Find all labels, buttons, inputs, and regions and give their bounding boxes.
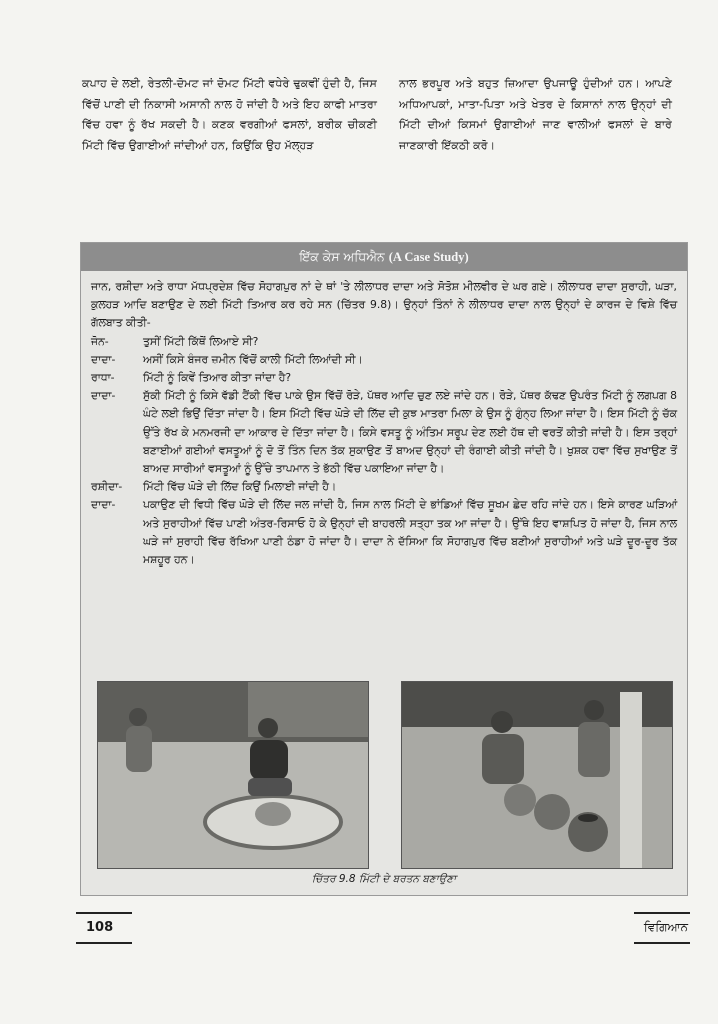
- dialogue-text: ਪਕਾਉਣ ਦੀ ਵਿਧੀ ਵਿੱਚ ਘੋੜੇ ਦੀ ਲਿੱਦ ਜਲ ਜਾਂਦੀ ਹੈ, ਜਿਸ ਨਾਲ ਮਿੱਟੀ ਦੇ ਭਾਂਡਿਆਂ ਵਿੱਚ ਸੂਖਮ ਛੇਦ ਰਹਿ ਜਾਂਦੇ ਹਨ। ਇਸੇ ਕਾਰਣ ਘੜਿਆਂ ਅਤੇ ਸੁਰਾਹੀਆਂ ਵਿੱਚ ਪਾਣੀ ਅੰਤਰ-ਰਿਸਾਓ ਹੋ ਕੇ ਉਨ੍ਹਾਂ ਦੀ ਬਾਹਰਲੀ ਸਤ੍ਹਾ ਤਕ ਆ ਜਾਂਦਾ ਹੈ। ਉੱਥੇ ਇਹ ਵਾਸ਼ਪਿਤ ਹੋ ਜਾਂਦਾ ਹੈ, ਜਿਸ ਨਾਲ ਘੜੇ ਜਾਂ ਸੁਰਾਹੀ ਵਿੱਚ ਰੱਖਿਆ ਪਾਣੀ ਠੰਡਾ ਹੋ ਜਾਂਦਾ ਹੈ। ਦਾਦਾ ਨੇ ਦੱਸਿਆ ਕਿ ਸੋਹਾਗਪੁਰ ਵਿੱਚ ਬਣੀਆਂ ਸੁਰਾਹੀਆਂ ਅਤੇ ਘੜੇ ਦੂਰ-ਦੂਰ ਤੱਕ ਮਸ਼ਹੂਰ ਹਨ।: [143, 498, 677, 567]
- subject-label: ਵਿਗਿਆਨ: [643, 920, 688, 934]
- dialogue-speaker: ਦਾਦਾ-: [91, 389, 116, 403]
- figure-photos: [97, 681, 673, 869]
- dialogue-line: [91, 478, 677, 496]
- dialogue-line: [91, 496, 677, 569]
- figure-caption: ਚਿੱਤਰ 9.8 ਮਿੱਟੀ ਦੇ ਬਰਤਨ ਬਣਾਉਣਾ: [311, 873, 457, 885]
- intro-right-column: ਨਾਲ ਭਰਪੂਰ ਅਤੇ ਬਹੁਤ ਜ਼ਿਆਦਾ ਉਪਜਾਊ ਹੁੰਦੀਆਂ ਹਨ। ਆਪਣੇ ਅਧਿਆਪਕਾਂ, ਮਾਤਾ-ਪਿਤਾ ਅਤੇ ਖੇਤਰ ਦੇ ਕਿਸਾਨਾਂ ਨਾਲ ਉਨ੍ਹਾਂ ਦੀ ਮਿੱਟੀ ਦੀਆਂ ਕਿਸਮਾਂ ਉਗਾਈਆਂ ਜਾਣ ਵਾਲੀਆਂ ਫਸਲਾਂ ਦੇ ਬਾਰੇ ਜਾਣਕਾਰੀ ਇੱਕਠੀ ਕਰੋ।: [399, 77, 672, 152]
- footer-rule-top-left: [76, 912, 132, 914]
- potters-shaping-photo: [401, 681, 673, 869]
- case-study-box: [80, 242, 688, 896]
- dialogue-speaker: ਰਾਧਾ-: [91, 371, 115, 385]
- case-study-title-punjabi: ਇੱਕ ਕੇਸ ਅਧਿਐਨ: [299, 249, 385, 264]
- dialogue-line: [91, 351, 677, 369]
- case-study-header: [81, 243, 687, 271]
- case-study-body: [81, 271, 687, 569]
- footer-rule-bottom-right: [634, 942, 690, 944]
- dialogue-text: ਤੁਸੀਂ ਮਿੱਟੀ ਕਿੱਥੋਂ ਲਿਆਏ ਸੀ?: [143, 334, 259, 348]
- dialogue-speaker: ਜੋਨ-: [91, 334, 109, 348]
- footer-rule-top-right: [634, 912, 690, 914]
- dialogue-text: ਸੁੱਕੀ ਮਿੱਟੀ ਨੂੰ ਕਿਸੇ ਵੱਡੀ ਟੈਂਕੀ ਵਿੱਚ ਪਾਕੇ ਉਸ ਵਿੱਚੋਂ ਰੋੜੇ, ਪੱਥਰ ਆਦਿ ਚੁਣ ਲਏ ਜਾਂਦੇ ਹਨ। ਰੋੜੇ, ਪੱਥਰ ਕੱਢਣ ਉਪਰੰਤ ਮਿੱਟੀ ਨੂੰ ਲਗਪਗ 8 ਘੰਟੇ ਲਈ ਭਿਉਂ ਦਿੱਤਾ ਜਾਂਦਾ ਹੈ। ਇਸ ਮਿੱਟੀ ਵਿੱਚ ਘੋੜੇ ਦੀ ਲਿੱਦ ਦੀ ਕੁਝ ਮਾਤਰਾ ਮਿਲਾ ਕੇ ਉਸ ਨੂੰ ਗੁੰਨ੍ਹ ਲਿਆ ਜਾਂਦਾ ਹੈ। ਇਸ ਮਿੱਟੀ ਨੂੰ ਚੱਕ ਉੱਤੇ ਰੱਖ ਕੇ ਮਨਮਰਜੀ ਦਾ ਆਕਾਰ ਦੇ ਦਿੱਤਾ ਜਾਂਦਾ ਹੈ। ਕਿਸੇ ਵਸਤੂ ਨੂੰ ਅੰਤਿਮ ਸਰੂਪ ਦੇਣ ਲਈ ਹੱਥ ਦੀ ਵਰਤੋਂ ਕੀਤੀ ਜਾਂਦੀ ਹੈ। ਇਸ ਤਰ੍ਹਾਂ ਬਣਾਈਆਂ ਗਈਆਂ ਵਸਤੂਆਂ ਨੂੰ ਦੋ ਤੋਂ ਤਿੰਨ ਦਿਨ ਤੱਕ ਸੁਕਾਉਣ ਤੋਂ ਬਾਅਦ ਉਨ੍ਹਾਂ ਦੀ ਰੰਗਾਈ ਕੀਤੀ ਜਾਂਦੀ ਹੈ। ਖੁਸ਼ਕ ਹਵਾ ਵਿੱਚ ਸੁਖਾਉਣ ਤੋਂ ਬਾਅਦ ਸਾਰੀਆਂ ਵਸਤੂਆਂ ਨੂੰ ਉੱਚੇ ਤਾਪਮਾਨ ਤੇ ਭੱਠੀ ਵਿੱਚ ਪਕਾਇਆ ਜਾਂਦਾ ਹੈ।: [143, 389, 677, 476]
- intro-left-column: ਕਪਾਹ ਦੇ ਲਈ, ਰੇਤਲੀ-ਦੋਮਟ ਜਾਂ ਦੋਮਟ ਮਿੱਟੀ ਵਧੇਰੇ ਢੁਕਵੀਂ ਹੁੰਦੀ ਹੈ, ਜਿਸ ਵਿੱਚੋਂ ਪਾਣੀ ਦੀ ਨਿਕਾਸੀ ਅਸਾਨੀ ਨਾਲ ਹੋ ਜਾਂਦੀ ਹੈ ਅਤੇ ਇਹ ਕਾਫੀ ਮਾਤਰਾ ਵਿੱਚ ਹਵਾ ਨੂੰ ਰੱਖ ਸਕਦੀ ਹੈ। ਕਣਕ ਵਰਗੀਆਂ ਫਸਲਾਂ, ਬਰੀਕ ਚੀਕਣੀ ਮਿੱਟੀ ਵਿੱਚ ਉਗਾਈਆਂ ਜਾਂਦੀਆਂ ਹਨ, ਕਿਉਂਕਿ ਉਹ ਮੱਲ੍ਹੜ: [82, 77, 377, 152]
- dialogue-speaker: ਦਾਦਾ-: [91, 498, 116, 512]
- case-study-intro: ਜਾਨ, ਰਸ਼ੀਦਾ ਅਤੇ ਰਾਧਾ ਮੱਧਪ੍ਰਦੇਸ਼ ਵਿੱਚ ਸੋਹਾਗਪੁਰ ਨਾਂ ਦੇ ਥਾਂ 'ਤੇ ਲੀਲਾਧਰ ਦਾਦਾ ਅਤੇ ਸੋਤੋਸ਼ ਮੀਲਵੀਰ ਦੇ ਘਰ ਗਏ। ਲੀਲਾਧਰ ਦਾਦਾ ਸੁਰਾਹੀ, ਘੜਾ, ਕੁਲਹੜ ਆਦਿ ਬਣਾਉਣ ਦੇ ਲਈ ਮਿੱਟੀ ਤਿਆਰ ਕਰ ਰਹੇ ਸਨ (ਚਿੱਤਰ 9.8)। ਉਨ੍ਹਾਂ ਤਿੰਨਾਂ ਨੇ ਲੀਲਾਧਰ ਦਾਦਾ ਨਾਲ ਉਨ੍ਹਾਂ ਦੇ ਕਾਰਜ ਦੇ ਵਿਸ਼ੇ ਵਿੱਚ ਗੱਲਬਾਤ ਕੀਤੀ-: [91, 280, 677, 330]
- dialogue-line: [91, 369, 677, 387]
- footer-rule-bottom-left: [76, 942, 132, 944]
- dialogue-text: ਮਿੱਟੀ ਵਿੱਚ ਘੋੜੇ ਦੀ ਲਿੱਦ ਕਿਉਂ ਮਿਲਾਈ ਜਾਂਦੀ ਹੈ।: [143, 480, 337, 494]
- dialogue-line: [91, 387, 677, 478]
- dialogue-speaker: ਦਾਦਾ-: [91, 352, 116, 366]
- dialogue-text: ਅਸੀਂ ਕਿਸੇ ਬੰਜਰ ਜ਼ਮੀਨ ਵਿੱਚੋਂ ਕਾਲੀ ਮਿੱਟੀ ਲਿਆਂਦੀ ਸੀ।: [143, 352, 363, 366]
- dialogue-text: ਮਿੱਟੀ ਨੂੰ ਕਿਵੇਂ ਤਿਆਰ ਕੀਤਾ ਜਾਂਦਾ ਹੈ?: [143, 371, 292, 385]
- potter-wheel-photo: [97, 681, 369, 869]
- case-study-title-english: (A Case Study): [388, 249, 469, 264]
- dialogue-line: [91, 333, 677, 351]
- dialogue-speaker: ਰਸ਼ੀਦਾ-: [91, 480, 123, 494]
- intro-text: [82, 74, 672, 156]
- page-number: 108: [86, 920, 114, 935]
